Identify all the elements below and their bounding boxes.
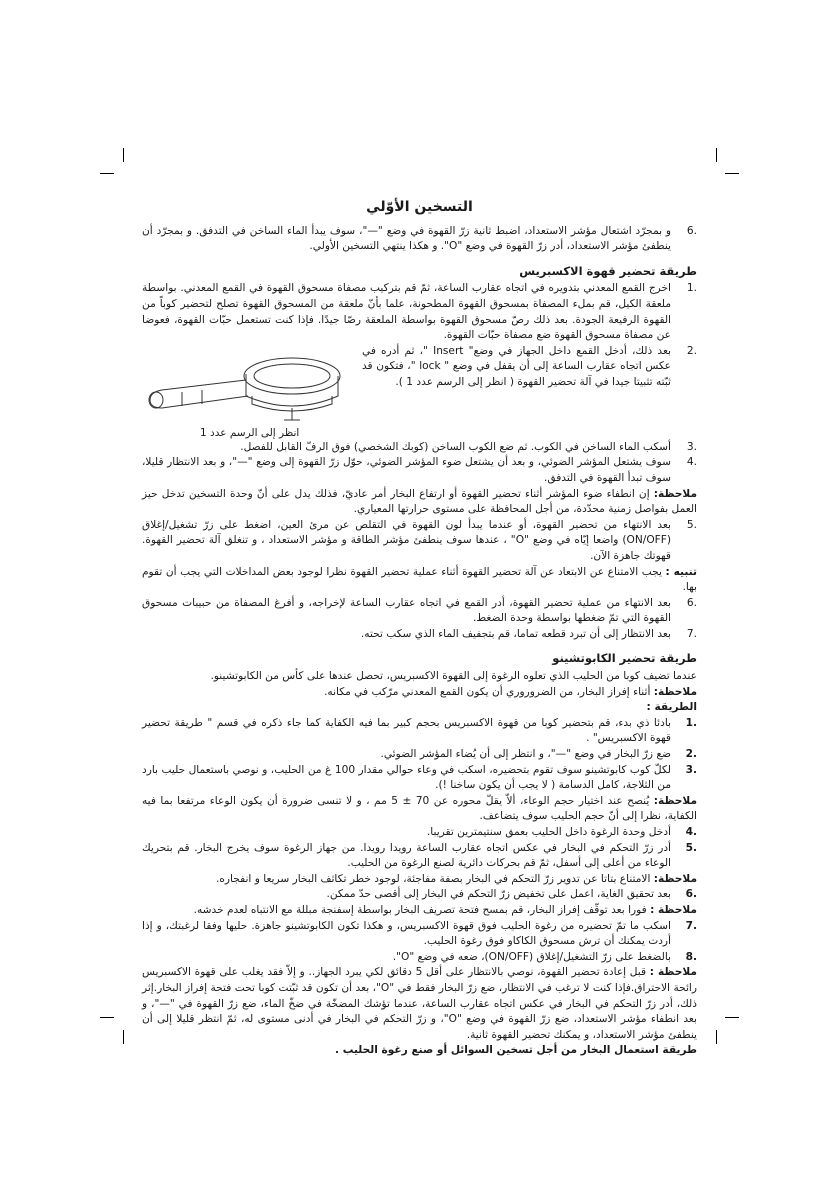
- item-text: بعد الانتظار إلى أن تبرد قطعه تماما، قم بتجفيف الماء الذي سكب تحته.: [360, 627, 671, 640]
- item-number: 6.: [685, 888, 697, 901]
- list-item: [142, 950, 697, 966]
- crop-mark: [716, 148, 717, 162]
- warning-label: تنبيه :: [665, 565, 697, 578]
- crop-mark: [725, 173, 739, 174]
- list-item: [142, 887, 697, 903]
- list-item: [142, 518, 697, 565]
- note-text: قبل إعادة تحضير القهوة، نوصي بالانتظار على أقل 5 دقائق لكي يبرد الجهاز.. و إلاّ فقد يغلب على قهوة الاكسبريس رائحة الاحتراق.فإذا كنت لا ترغب في الانتظار، ضع زرّ البخار فقط في "O"، بعد أن تكون قد ثبّتت كوبا تحت فتحة إفراز البخار.إثر ذلك، أدر زرّ التحكم في البخار في عكس اتجاه عقارب الساعة، عندما تؤشك المضخّة في ضخّ الماء، ضع زرّ القهوة في "—"، و بعد انطفاء مؤشر الاستعداد، ضع زرّ القهوة في وضع "O"، و زرّ التحكم في البخار في أدنى مستوى له، ثمّ انتظر قليلا إلى أن ينطفئ مؤشر الاستعداد، و يمكنك تحضير القهوة ثانية.: [142, 966, 697, 1041]
- list-item: [142, 919, 697, 950]
- section-heading-cappuccino: طريقة تحضير الكابوتشينو: [552, 651, 697, 666]
- list-item: [142, 281, 697, 343]
- item-text: بعد ذلك، أدخل القمع داخل الجهاز في وضع" Insert "، ثم أدره في عكس اتجاه عقارب الساعة إلى أن يقفل في وضع " lock "، فتكون قد ثبّته تثبيتا جيدا في آلة تحضير القهوة ( انظر إلى الرسم عدد 1 ).: [362, 344, 671, 388]
- note-label: ملاحظة:: [653, 685, 697, 698]
- item-number: 2.: [685, 748, 697, 761]
- list-item: [142, 224, 697, 255]
- page-title: التسخين الأوّلي: [366, 199, 473, 215]
- manual-page: [142, 199, 697, 1057]
- item-text: بعد الانتهاء من عملية تحضير القهوة، أدر القمع في اتجاه عقارب الساعة لإخراجه، و أفرغ المصفاة من حبيبات مسحوق القهوة التي تمّ ضغطها بواسطة وحدة الضغط.: [142, 596, 671, 625]
- list-item: [142, 825, 697, 841]
- note-label: ملاحظة :: [649, 966, 697, 979]
- crop-mark: [100, 173, 114, 174]
- list-item: [142, 763, 697, 794]
- figure-block: [142, 344, 697, 440]
- item-text: أدر زرّ التحكم في البخار في عكس اتجاه عقارب الساعة رويدا رويدا. من جهاز الرغوة سوف يخرج البخار. قم بتحريك الوعاء من أعلى إلى أسفل، ثمّ قم بحركات دائرية لصنع الرغوة من الحليب.: [142, 841, 671, 870]
- item-number: 1.: [685, 716, 697, 729]
- note-text: يُنصح عند اختيار حجم الوعاء، ألاّ يقلّ محوره عن 70 ± 5 مم ، و لا تنسى ضرورة أن يكون الوعاء مرتفعا بما فيه الكفاية، نظرا إلى أنّ حجم الحليب سوف يتضاعف.: [142, 794, 697, 823]
- list-item: [142, 455, 697, 486]
- item-text: سوف يشتعل المؤشر الضوئي، و بعد أن يشتعل ضوء المؤشر الضوئي، حوّل زرّ القهوة إلى وضع "—"، و بعد الانتظار قليلا، سوف تبدأ القهوة في التدفق.: [142, 456, 671, 484]
- section-heading-steam: طريقة استعمال البخار من أجل تسخين السوائل أو صنع رغوة الحليب .: [335, 1044, 697, 1057]
- item-text: بادئا ذي بدء، قم بتحضير كوبا من قهوة الاكسبريس بحجم كبير بما فيه الكفاية كما جاء ذكره في قسم " طريقة تحضير قهوة الاكسبريس" .: [142, 716, 671, 745]
- list-item: [362, 344, 697, 391]
- method-label: الطريقة :: [646, 701, 697, 714]
- list-item: [142, 747, 697, 763]
- crop-mark: [716, 1030, 717, 1044]
- item-number: 7.: [686, 627, 697, 640]
- item-text: ضع زرّ البخار في وضع "—"، و انتظر إلى أن يُضاء المؤشر الضوئي.: [380, 748, 671, 761]
- item-number: 4.: [685, 826, 697, 838]
- item-number: 6.: [686, 596, 697, 609]
- note-text: الامتناع بتاتا عن تدوير زرّ التحكم في البخار بصفة مفاجئة، لوجود خطر تكاثف البخار سريعا و انفجاره.: [216, 872, 651, 885]
- item-number: 5.: [685, 841, 697, 854]
- item-text: بالضغط على زرّ التشغيل/إغلاق (ON/OFF)، ضعه في وضع "O".: [392, 950, 671, 963]
- note-label: ملاحظة:: [653, 872, 697, 885]
- note: [142, 685, 697, 701]
- note: [142, 487, 697, 518]
- warning: [142, 565, 697, 596]
- note-text: أثناء إفراز البخار، من الضروروري أن يكون القمع المعدني مرّكب في مكانه.: [324, 685, 651, 698]
- item-text: اسكب ما تمّ تحضيره من رغوة الحليب فوق قهوة الاكسبريس، و هكذا تكون الكابوتشينو جاهزة. حليها وفقا لرغبتك، و إذا أردت يمكنك أن ترش مسحوق الكاكاو فوق رغوة الحليب.: [142, 919, 671, 948]
- warning-text: يجب الامتناع عن الابتعاد عن آلة تحضير القهوة أثناء عملية تحضير القهوة نظرا لوجود بعض المداخلات التي يجب أن تقوم بها.: [142, 565, 697, 594]
- crop-mark: [123, 148, 124, 162]
- note: [142, 965, 697, 1043]
- item-text: بعد الانتهاء من تحضير القهوة، أو عندما يبدأ لون القهوة في التقلص عن مرئ العين، اضغط على زرّ تشغيل/إغلاق (ON/OFF) واضعا إيّاه في وضع "O" ، عندها سوف ينطفئ مؤشر الطاقة و مؤشر الاستعداد ، و تنغلق آلة تحضير القهوة. قهوتك جاهزة الآن.: [142, 518, 671, 562]
- crop-mark: [725, 1017, 739, 1018]
- note-label: ملاحظة:: [653, 794, 697, 807]
- item-number: 3.: [685, 763, 697, 776]
- item-number: 8.: [685, 950, 697, 963]
- note-label: ملاحظة :: [650, 903, 697, 916]
- list-item: [142, 596, 697, 627]
- note: [142, 872, 697, 888]
- item-text: بعد تحقيق الغاية، اعمل على تخفيض زرّ التحكم في البخار إلى أقصى حدّ ممكن.: [326, 888, 671, 901]
- crop-mark: [123, 1030, 124, 1044]
- note-text: فورا بعد توقّف إفراز البخار، قم بمسح فتحة تصريف البخار بواسطة إسفنجة مبللة مع الانتباه لعدم خدشه.: [193, 903, 647, 916]
- list-item: [142, 627, 697, 643]
- list-item: [142, 440, 697, 456]
- list-item: [142, 716, 697, 747]
- item-number: 3.: [686, 440, 697, 453]
- item-number: 2.: [686, 344, 697, 357]
- item-number: 4.: [686, 456, 697, 469]
- list-item: [142, 841, 697, 872]
- item-text: و بمجرّد اشتعال مؤشر الاستعداد، اضبط ثانية زرّ القهوة في وضع "—"، سوف يبدأ الماء الساخن في التدفق. و بمجرّد أن ينطفئ مؤشر الاستعداد، أدر زرّ القهوة في وضع "O". و هكذا ينتهي التسخين الأولي.: [142, 224, 671, 253]
- item-number: 6.: [686, 224, 697, 237]
- crop-mark: [100, 1017, 114, 1018]
- figure-caption: انظر إلى الرسم عدد 1: [200, 426, 300, 439]
- section-heading-espresso: طريقة تحضير قهوة الاكسبريس: [519, 263, 697, 278]
- item-text: أدخل وحدة الرغوة داخل الحليب بعمق سنتيمترين تقريبا.: [426, 826, 671, 838]
- note-text: إن انطفاء ضوء المؤشر أثناء تحضير القهوة أو ارتفاع البخار أمر عاديّ، فذلك يدل على أنّ وحدة التسخين تدخل حيز العمل بفواصل زمنية محدّدة، من أجل المحافظة على مستوى حرارتها المعياري.: [142, 487, 697, 516]
- item-text: لكلّ كوب كابوتشينو سوف تقوم بتحضيره، اسكب في وعاء حوالي مقدار 100 غ من الحليب، و نوصي باستعمال حليب بارد من الثلاجة، كامل الدسامة ( لا يجب أن يكون ساخنا !).: [142, 763, 671, 792]
- item-number: 5.: [686, 518, 697, 531]
- item-text: اخرج القمع المعدني بتدويره في اتجاه عقارب الساعة، ثمّ قم بتركيب مصفاة مسحوق القهوة في القمع المعدني. بواسطة ملعقة الكيل، قم بملء المصفاة بمسحوق القهوة المطحونة، علما بأنّ ملعقة من المسحوق القهوة تصلح لتحضير كوباً من القهوة الرفيعة الجودة. بعد ذلك رصّ مسحوق القهوة بواسطة الملعقة رصّا جيدًا. فإذا كنت تستعمل حبّات القهوة، فعوضا عن مصفاة مسحوق القهوة ضع مصفاة حبّات القهوة.: [142, 282, 671, 342]
- note-label: ملاحظة:: [653, 487, 697, 500]
- item-text: أسكب الماء الساخن في الكوب. ثم ضع الكوب الساخن (كوبك الشخصي) فوق الرفّ القابل للفصل.: [240, 440, 671, 453]
- note: [142, 794, 697, 825]
- portafilter-illustration: [142, 346, 347, 424]
- note: [142, 903, 697, 919]
- item-number: 7.: [685, 919, 697, 932]
- intro-text: عندما تضيف كوبا من الحليب الذي تعلوه الرغوة إلى القهوة الاكسبريس، تحصل عندها على كأس من الكابوتشينو.: [210, 670, 697, 683]
- item-number: 1.: [686, 282, 697, 295]
